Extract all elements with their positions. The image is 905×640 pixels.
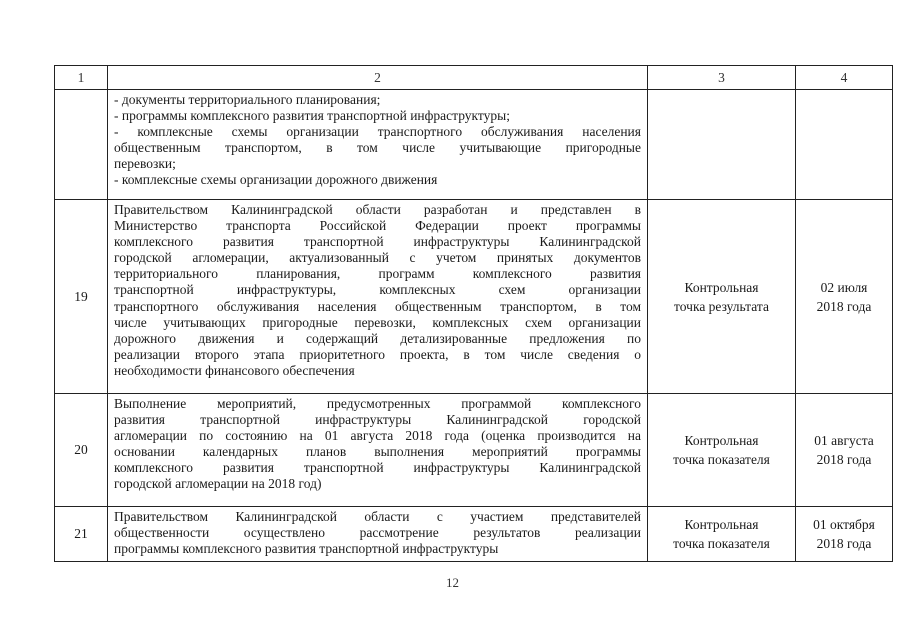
row-description xyxy=(108,200,648,394)
checkpoint-type-line: точка показателя xyxy=(673,452,770,467)
checkpoint-type xyxy=(648,394,796,507)
description-line: комплексного развития транспортной инфраструктуры Калининградской xyxy=(114,234,641,250)
description-line: комплексного развития транспортной инфраструктуры Калининградской xyxy=(114,460,641,476)
description-line: Министерство транспорта Российской Федерации проект программы xyxy=(114,218,641,234)
description-line: числе учитывающих пригородные перевозки, комплексных схем организации xyxy=(114,314,641,330)
description-line: основании календарных планов выполнения мероприятий программы xyxy=(114,444,641,460)
description-line: - комплексные схемы организации транспортного обслуживания населения xyxy=(114,124,641,140)
description-line: транспортной инфраструктуры, комплексных схем организации xyxy=(114,282,641,298)
table-row xyxy=(55,90,893,200)
checkpoint-type-line: точка результата xyxy=(674,298,769,314)
description-line: городской агломерации на 2018 год) xyxy=(114,476,322,492)
description-line: - документы территориального планирования; xyxy=(114,92,381,107)
description-line: агломерации по состоянию на 01 августа 2018 года (оценка производится на xyxy=(114,428,641,444)
checkpoint-date xyxy=(796,394,893,507)
checkpoint-type xyxy=(648,507,796,562)
checkpoint-type-line: точка показателя xyxy=(673,536,770,551)
checkpoint-type xyxy=(648,200,796,394)
document-table xyxy=(54,65,893,562)
checkpoint-date-line: 2018 года xyxy=(816,298,872,314)
description-line: необходимости финансового обеспечения xyxy=(114,362,355,378)
header-cell: 1 xyxy=(55,66,108,90)
description-line: Выполнение мероприятий, предусмотренных программой комплексного xyxy=(114,396,641,411)
row-number: 21 xyxy=(55,507,108,562)
description-line: реализации второго этапа приоритетного проекта, в том числе сведения о xyxy=(114,346,641,362)
checkpoint-date xyxy=(796,90,893,200)
description-line: Правительством Калининградской области с участием представителей xyxy=(114,509,641,524)
table-row xyxy=(55,394,893,507)
checkpoint-date-line: 2018 года xyxy=(816,452,872,467)
checkpoint-date-line: 01 октября xyxy=(813,517,875,532)
description-line: дорожного движения и содержащий детализированные предложения по xyxy=(114,330,641,346)
checkpoint-date xyxy=(796,507,893,562)
checkpoint-type-line: Контрольная xyxy=(684,433,759,448)
checkpoint-date-line: 02 июля xyxy=(820,279,868,295)
row-description xyxy=(108,394,648,507)
row-number: 19 xyxy=(55,200,108,394)
row-description xyxy=(108,90,648,200)
page-number: 12 xyxy=(446,575,459,590)
table-row xyxy=(55,200,893,394)
header-cell: 3 xyxy=(648,66,796,90)
description-line: территориального планирования, программ комплексного развития xyxy=(114,266,641,282)
table-header-row xyxy=(55,66,893,90)
description-line: - комплексные схемы организации дорожного движения xyxy=(114,172,438,188)
row-number xyxy=(55,90,108,200)
description-line: перевозки; xyxy=(114,156,176,172)
description-line: общественности осуществлено рассмотрение результатов реализации xyxy=(114,525,641,541)
row-description xyxy=(108,507,648,562)
checkpoint-date xyxy=(796,200,893,394)
description-line: программы комплексного развития транспортной инфраструктуры xyxy=(114,541,499,557)
checkpoint-type xyxy=(648,90,796,200)
header-cell: 2 xyxy=(108,66,648,90)
checkpoint-type-line: Контрольная xyxy=(684,279,759,295)
table-row xyxy=(55,507,893,562)
description-line: развития транспортной инфраструктуры Калининградской городской xyxy=(114,412,641,428)
checkpoint-date-line: 01 августа xyxy=(814,433,874,448)
description-line: общественным транспортом, в том числе учитывающие пригородные xyxy=(114,140,641,156)
checkpoint-date-line: 2018 года xyxy=(816,536,872,551)
header-cell: 4 xyxy=(796,66,893,90)
description-line: городской агломерации, актуализованный с учетом принятых документов xyxy=(114,250,641,266)
row-number: 20 xyxy=(55,394,108,507)
description-line: транспортного обслуживания населения общественным транспортом, в том xyxy=(114,298,641,314)
description-line: Правительством Калининградской области разработан и представлен в xyxy=(114,202,641,217)
description-line: - программы комплексного развития транспортной инфраструктуры; xyxy=(114,108,510,124)
checkpoint-type-line: Контрольная xyxy=(684,517,759,532)
